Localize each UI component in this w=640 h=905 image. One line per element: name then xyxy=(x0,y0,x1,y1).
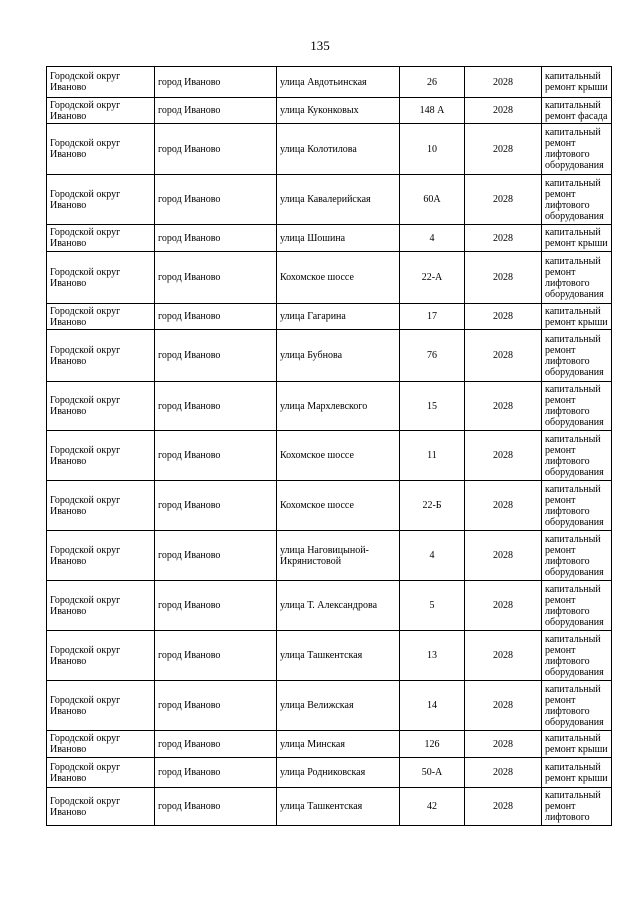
district-cell: Городской округ Иваново xyxy=(47,382,155,431)
house-number-cell: 15 xyxy=(400,382,465,431)
year-cell: 2028 xyxy=(465,382,542,431)
district-cell: Городской округ Иваново xyxy=(47,681,155,731)
district-cell: Городской округ Иваново xyxy=(47,481,155,531)
year-cell: 2028 xyxy=(465,175,542,225)
district-cell: Городской округ Иваново xyxy=(47,731,155,758)
year-cell: 2028 xyxy=(465,225,542,252)
table-body xyxy=(47,67,612,826)
work-type-cell: капитальный ремонт фасада xyxy=(542,98,612,124)
work-type-cell: капитальный ремонт лифтового оборудования xyxy=(542,252,612,304)
house-number-cell: 22-Б xyxy=(400,481,465,531)
house-number-cell: 4 xyxy=(400,531,465,581)
house-number-cell: 22-А xyxy=(400,252,465,304)
street-cell: улица Ташкентская xyxy=(277,631,400,681)
year-cell: 2028 xyxy=(465,252,542,304)
year-cell: 2028 xyxy=(465,304,542,330)
table-row xyxy=(47,788,612,826)
page-number: 135 xyxy=(310,38,330,53)
street-cell: улица Наговицыной-Икрянистовой xyxy=(277,531,400,581)
table-row xyxy=(47,631,612,681)
year-cell: 2028 xyxy=(465,124,542,175)
city-cell: город Иваново xyxy=(155,581,277,631)
street-cell: улица Колотилова xyxy=(277,124,400,175)
district-cell: Городской округ Иваново xyxy=(47,330,155,382)
house-number-cell: 5 xyxy=(400,581,465,631)
table-row xyxy=(47,67,612,98)
street-cell: Кохомское шоссе xyxy=(277,431,400,481)
work-type-cell: капитальный ремонт лифтового оборудования xyxy=(542,382,612,431)
work-type-cell: капитальный ремонт лифтового оборудования xyxy=(542,431,612,481)
year-cell: 2028 xyxy=(465,98,542,124)
work-type-cell: капитальный ремонт лифтового оборудования xyxy=(542,581,612,631)
district-cell: Городской округ Иваново xyxy=(47,788,155,826)
year-cell: 2028 xyxy=(465,631,542,681)
house-number-cell: 60А xyxy=(400,175,465,225)
year-cell: 2028 xyxy=(465,681,542,731)
street-cell: улица Мархлевского xyxy=(277,382,400,431)
street-cell: Кохомское шоссе xyxy=(277,481,400,531)
house-number-cell: 26 xyxy=(400,67,465,98)
work-type-cell: капитальный ремонт крыши xyxy=(542,225,612,252)
city-cell: город Иваново xyxy=(155,382,277,431)
street-cell: улица Гагарина xyxy=(277,304,400,330)
house-number-cell: 50-А xyxy=(400,758,465,788)
city-cell: город Иваново xyxy=(155,681,277,731)
city-cell: город Иваново xyxy=(155,175,277,225)
street-cell: улица Т. Александрова xyxy=(277,581,400,631)
city-cell: город Иваново xyxy=(155,481,277,531)
district-cell: Городской округ Иваново xyxy=(47,431,155,481)
house-number-cell: 13 xyxy=(400,631,465,681)
city-cell: город Иваново xyxy=(155,330,277,382)
house-number-cell: 148 А xyxy=(400,98,465,124)
table-row xyxy=(47,175,612,225)
work-type-cell: капитальный ремонт лифтового оборудования xyxy=(542,330,612,382)
street-cell: улица Авдотьинская xyxy=(277,67,400,98)
work-type-cell: капитальный ремонт лифтового оборудования xyxy=(542,681,612,731)
street-cell: улица Родниковская xyxy=(277,758,400,788)
district-cell: Городской округ Иваново xyxy=(47,631,155,681)
house-number-cell: 11 xyxy=(400,431,465,481)
table-row xyxy=(47,382,612,431)
table-row xyxy=(47,681,612,731)
house-number-cell: 42 xyxy=(400,788,465,826)
district-cell: Городской округ Иваново xyxy=(47,304,155,330)
year-cell: 2028 xyxy=(465,531,542,581)
year-cell: 2028 xyxy=(465,67,542,98)
house-number-cell: 14 xyxy=(400,681,465,731)
work-type-cell: капитальный ремонт крыши xyxy=(542,731,612,758)
table-row xyxy=(47,758,612,788)
district-cell: Городской округ Иваново xyxy=(47,758,155,788)
district-cell: Городской округ Иваново xyxy=(47,225,155,252)
work-type-cell: капитальный ремонт лифтового оборудования xyxy=(542,631,612,681)
street-cell: улица Шошина xyxy=(277,225,400,252)
house-number-cell: 126 xyxy=(400,731,465,758)
table-row xyxy=(47,531,612,581)
city-cell: город Иваново xyxy=(155,731,277,758)
table-row xyxy=(47,98,612,124)
work-type-cell: капитальный ремонт лифтового оборудования xyxy=(542,531,612,581)
city-cell: город Иваново xyxy=(155,431,277,481)
district-cell: Городской округ Иваново xyxy=(47,581,155,631)
work-type-cell: капитальный ремонт крыши xyxy=(542,758,612,788)
city-cell: город Иваново xyxy=(155,124,277,175)
street-cell: улица Куконковых xyxy=(277,98,400,124)
street-cell: улица Ташкентская xyxy=(277,788,400,826)
city-cell: город Иваново xyxy=(155,758,277,788)
city-cell: город Иваново xyxy=(155,252,277,304)
year-cell: 2028 xyxy=(465,431,542,481)
year-cell: 2028 xyxy=(465,788,542,826)
table-row xyxy=(47,124,612,175)
city-cell: город Иваново xyxy=(155,631,277,681)
work-type-cell: капитальный ремонт лифтового оборудования xyxy=(542,175,612,225)
house-number-cell: 10 xyxy=(400,124,465,175)
district-cell: Городской округ Иваново xyxy=(47,67,155,98)
city-cell: город Иваново xyxy=(155,98,277,124)
district-cell: Городской округ Иваново xyxy=(47,124,155,175)
city-cell: город Иваново xyxy=(155,304,277,330)
street-cell: улица Бубнова xyxy=(277,330,400,382)
street-cell: улица Велижская xyxy=(277,681,400,731)
table-row xyxy=(47,431,612,481)
table-row xyxy=(47,225,612,252)
district-cell: Городской округ Иваново xyxy=(47,175,155,225)
work-type-cell: капитальный ремонт крыши xyxy=(542,304,612,330)
district-cell: Городской округ Иваново xyxy=(47,252,155,304)
city-cell: город Иваново xyxy=(155,225,277,252)
house-number-cell: 4 xyxy=(400,225,465,252)
street-cell: улица Минская xyxy=(277,731,400,758)
year-cell: 2028 xyxy=(465,581,542,631)
work-type-cell: капитальный ремонт лифтового оборудования xyxy=(542,481,612,531)
table-row xyxy=(47,330,612,382)
repair-schedule-table xyxy=(46,66,612,826)
city-cell: город Иваново xyxy=(155,67,277,98)
city-cell: город Иваново xyxy=(155,788,277,826)
table-row xyxy=(47,252,612,304)
table-row xyxy=(47,581,612,631)
work-type-cell: капитальный ремонт лифтового оборудования xyxy=(542,124,612,175)
city-cell: город Иваново xyxy=(155,531,277,581)
work-type-cell: капитальный ремонт крыши xyxy=(542,67,612,98)
year-cell: 2028 xyxy=(465,330,542,382)
house-number-cell: 17 xyxy=(400,304,465,330)
district-cell: Городской округ Иваново xyxy=(47,531,155,581)
year-cell: 2028 xyxy=(465,481,542,531)
table-row xyxy=(47,731,612,758)
year-cell: 2028 xyxy=(465,758,542,788)
table-row xyxy=(47,304,612,330)
table-row xyxy=(47,481,612,531)
work-type-cell: капитальный ремонт лифтового xyxy=(542,788,612,826)
street-cell: Кохомское шоссе xyxy=(277,252,400,304)
house-number-cell: 76 xyxy=(400,330,465,382)
district-cell: Городской округ Иваново xyxy=(47,98,155,124)
street-cell: улица Кавалерийская xyxy=(277,175,400,225)
year-cell: 2028 xyxy=(465,731,542,758)
